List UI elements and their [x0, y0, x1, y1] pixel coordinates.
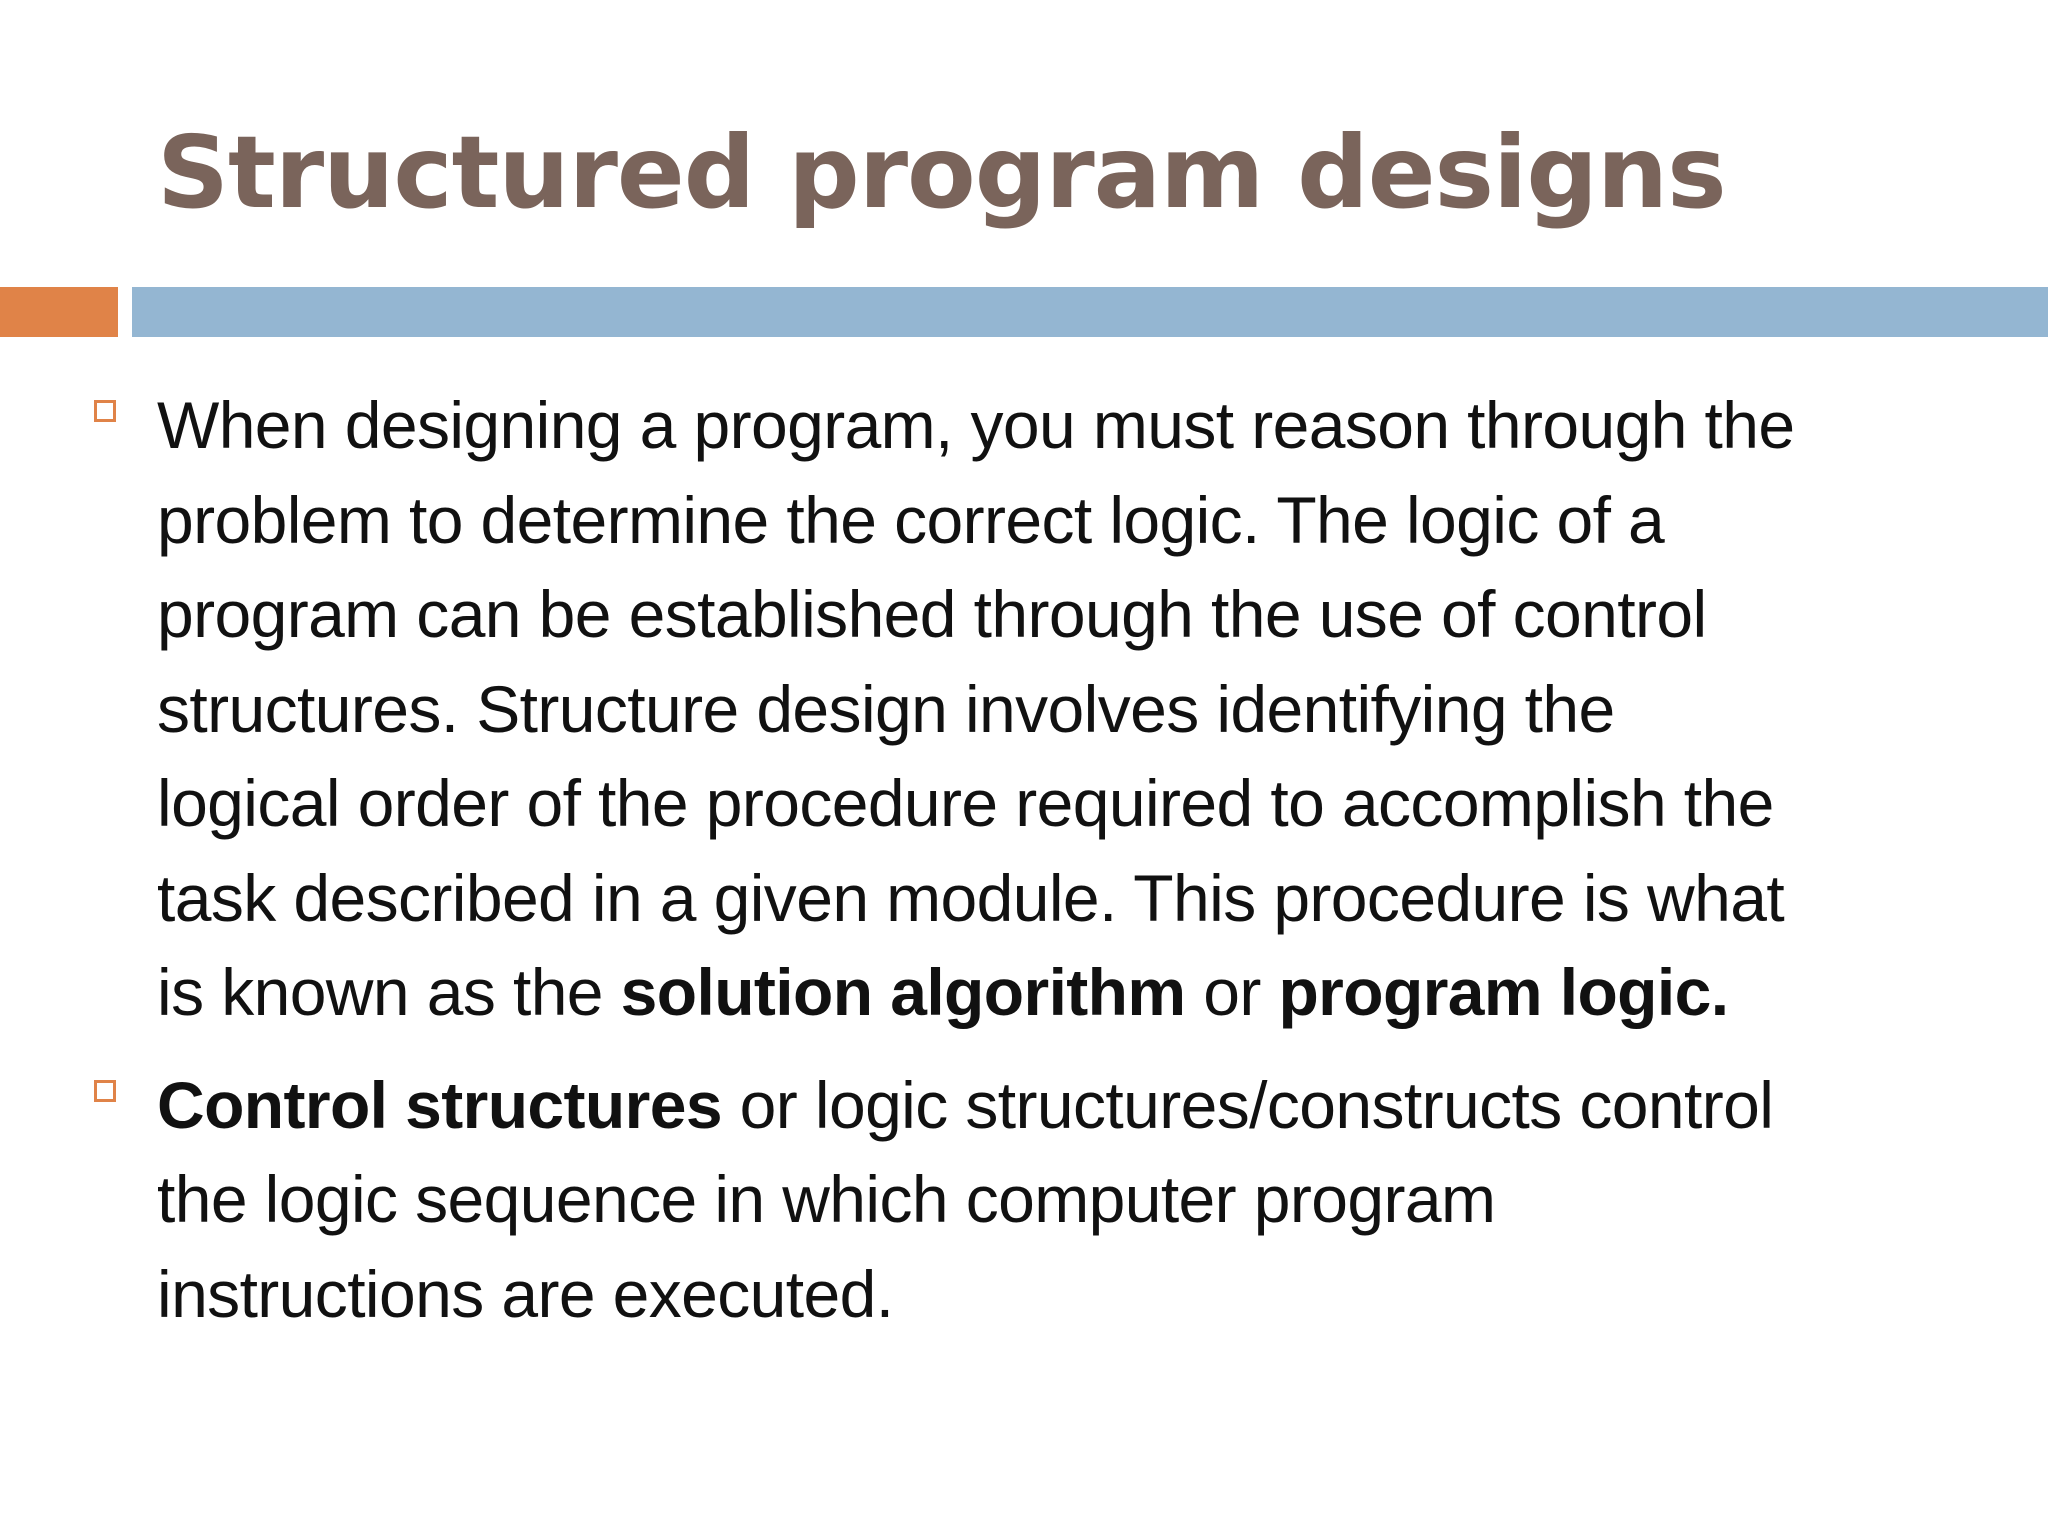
bullet-text-line: instructions are executed. [157, 1256, 894, 1331]
text-run: or logic structures/constructs control [721, 1067, 1774, 1142]
bullet-item [0, 1058, 2048, 1342]
bullet-text-line: logical order of the procedure required to accomplish the [157, 766, 1774, 840]
hollow-square-bullet-icon [94, 1080, 116, 1102]
slide-body [0, 378, 2048, 1359]
bullet-text-line [157, 945, 2008, 1040]
bullet-text-line: task described in a given module. This procedure is what [157, 860, 1785, 935]
bold-term-solution-algorithm: solution algorithm [620, 955, 1186, 1029]
text-run: is known as the [157, 955, 621, 1029]
slide-title: Structured program designs [157, 114, 1726, 231]
hollow-square-bullet-icon [94, 400, 116, 422]
bullet-text-line: program can be established through the use of control [157, 577, 1707, 651]
bullet-text-line [157, 1058, 2008, 1153]
text-run: or [1185, 955, 1279, 1029]
bullet-text-line: When designing a program, you must reason through the [157, 388, 1795, 462]
title-accent-bar-orange [0, 287, 118, 337]
title-accent-bar-blue [132, 287, 2048, 337]
bold-term-control-structures: Control structures [157, 1067, 722, 1142]
bold-term-program-logic: program logic. [1278, 955, 1729, 1029]
bullet-item [0, 378, 2048, 1040]
bullet-text-line: problem to determine the correct logic. The logic of a [157, 482, 1665, 557]
bullet-text-line: structures. Structure design involves identifying the [157, 671, 1615, 746]
bullet-text-line: the logic sequence in which computer program [157, 1162, 1496, 1236]
